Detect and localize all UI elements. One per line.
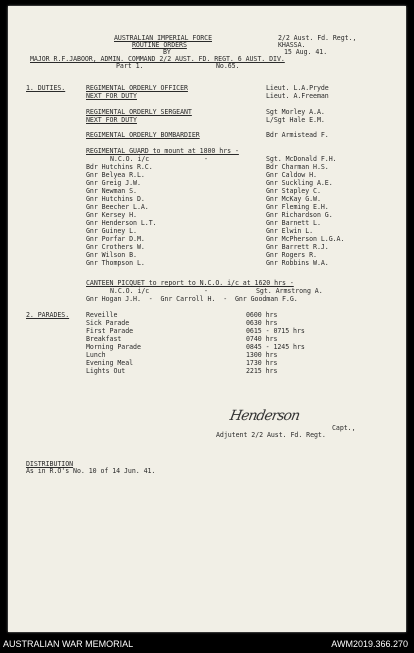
order-number: No.65. [216,62,240,70]
major-line: MAJOR R.F.JABOOR, ADMIN. COMMAND 2/2 AUST. FD. REGT. 6 AUST. DIV. [30,55,285,63]
list-item: Gnr McKay G.W. [266,195,321,203]
guard-label-text: REGIMENTAL GUARD to mount at 1800 hrs - [86,147,239,155]
place-name: KHASSA. [278,41,306,49]
parade-name: Reveille [86,311,118,319]
list-item: Bdr Charman H.S. [266,163,329,171]
orderly-officer-label: REGIMENTAL ORDERLY OFFICER [86,84,188,92]
parade-name: Sick Parade [86,319,130,327]
orderly-bombardier-label: REGIMENTAL ORDERLY BOMBARDIER [86,131,200,139]
signatory-role: Adjutent 2/2 Aust. Fd. Regt. [216,431,326,439]
guard-nco-name: Sgt. McDonald F.H. [266,155,337,163]
sergeant-next-label: NEXT FOR DUTY [86,116,137,124]
parade-name: Evening Meal [86,359,134,367]
parade-time: 2215 hrs [246,367,278,375]
picquet-nco-name: Sgt. Armstrong A. [256,287,323,295]
signatory-rank: Capt., [332,424,356,432]
list-item: Gnr Thompson L. [86,259,145,267]
list-item: Gnr Suckling A.E. [266,179,333,187]
duties-heading: 1. DUTIES. [26,84,66,92]
list-item: Gnr Kersey H. [86,211,137,219]
archive-name: AUSTRALIAN WAR MEMORIAL [3,639,134,649]
sergeant-next-name: L/Sgt Hale E.M. [266,116,325,124]
list-item: Gnr Henderson L.T. [86,219,157,227]
parade-name: Lunch [86,351,106,359]
archive-reference: AWM2019.366.270 [331,639,408,649]
list-item: Gnr Robbins W.A. [266,259,329,267]
parade-time: 0845 - 1245 hrs [246,343,305,351]
distribution-text: As in R.O's No. 10 of 14 Jun. 41. [26,467,156,475]
document-page [8,6,406,632]
list-item: Gnr Wilson B. [86,251,137,259]
orderly-sergeant-label: REGIMENTAL ORDERLY SERGEANT [86,108,192,116]
archive-footer [0,635,414,653]
parade-time: 0740 hrs [246,335,278,343]
distribution-heading: DISTRIBUTION [26,460,74,468]
parade-time: 1300 hrs [246,351,278,359]
handwritten-signature: Henderson [228,408,301,424]
picquet-label-text: CANTEEN PICQUET to report to N.C.O. i/c at 1620 hrs - [86,279,294,287]
parade-time: 1730 hrs [246,359,278,367]
guard-nco-label: N.C.O. i/c [110,155,150,163]
list-item: Gnr Barrett R.J. [266,243,329,251]
list-item: Gnr Greig J.W. [86,179,141,187]
list-item: Gnr Barnett L. [266,219,321,227]
list-item: Gnr Beecher L.A. [86,203,149,211]
parade-name: Morning Parade [86,343,141,351]
orderly-sergeant-name: Sgt Morley A.A. [266,108,325,116]
parade-time: 0630 hrs [246,319,278,327]
picquet-label [86,279,294,287]
part-label: Part 1. [116,62,144,70]
order-date: 15 Aug. 41. [284,48,328,56]
list-item: Bdr Hutchins R.C. [86,163,153,171]
parade-time: 0600 hrs [246,311,278,319]
unit-name: 2/2 Aust. Fd. Regt., [278,34,357,42]
list-item: Gnr Hutchins D. [86,195,145,203]
list-item: Gnr Caldow H. [266,171,317,179]
officer-next-name: Lieut. A.Freeman [266,92,329,100]
orderly-officer-name: Lieut. L.A.Pryde [266,84,329,92]
parade-name: Breakfast [86,335,122,343]
list-item: Gnr Porfar D.M. [86,235,145,243]
list-item: Gnr Elwin L. [266,227,314,235]
parade-time: 0615 - 0715 hrs [246,327,305,335]
list-item: Gnr Belyea R.L. [86,171,145,179]
parades-heading: 2. PARADES. [26,311,70,319]
org-heading: AUSTRALIAN IMPERIAL FORCE [114,34,212,42]
guard-nco-dash: - [204,155,208,163]
list-item: Gnr Crothers W. [86,243,145,251]
list-item: Gnr Rogers R. [266,251,317,259]
list-item: Gnr Fleming E.H. [266,203,329,211]
list-item: Gnr Richardson G. [266,211,333,219]
orderly-bombardier-name: Bdr Armistead F. [266,131,329,139]
picquet-members: Gnr Hogan J.H. - Gnr Carroll H. - Gnr Goodman F.G. [86,295,298,303]
by-line: BY [163,48,171,56]
officer-next-label: NEXT FOR DUTY [86,92,137,100]
list-item: Gnr Guiney L. [86,227,137,235]
parade-name: First Parade [86,327,134,335]
guard-label [86,147,239,155]
parade-name: Lights Out [86,367,126,375]
list-item: Gnr McPherson L.G.A. [266,235,345,243]
list-item: Gnr Newman S. [86,187,137,195]
picquet-nco-label: N.C.O. i/c [110,287,150,295]
picquet-nco-dash: - [204,287,208,295]
list-item: Gnr Stapley C. [266,187,321,195]
orders-title: ROUTINE ORDERS [132,41,187,49]
